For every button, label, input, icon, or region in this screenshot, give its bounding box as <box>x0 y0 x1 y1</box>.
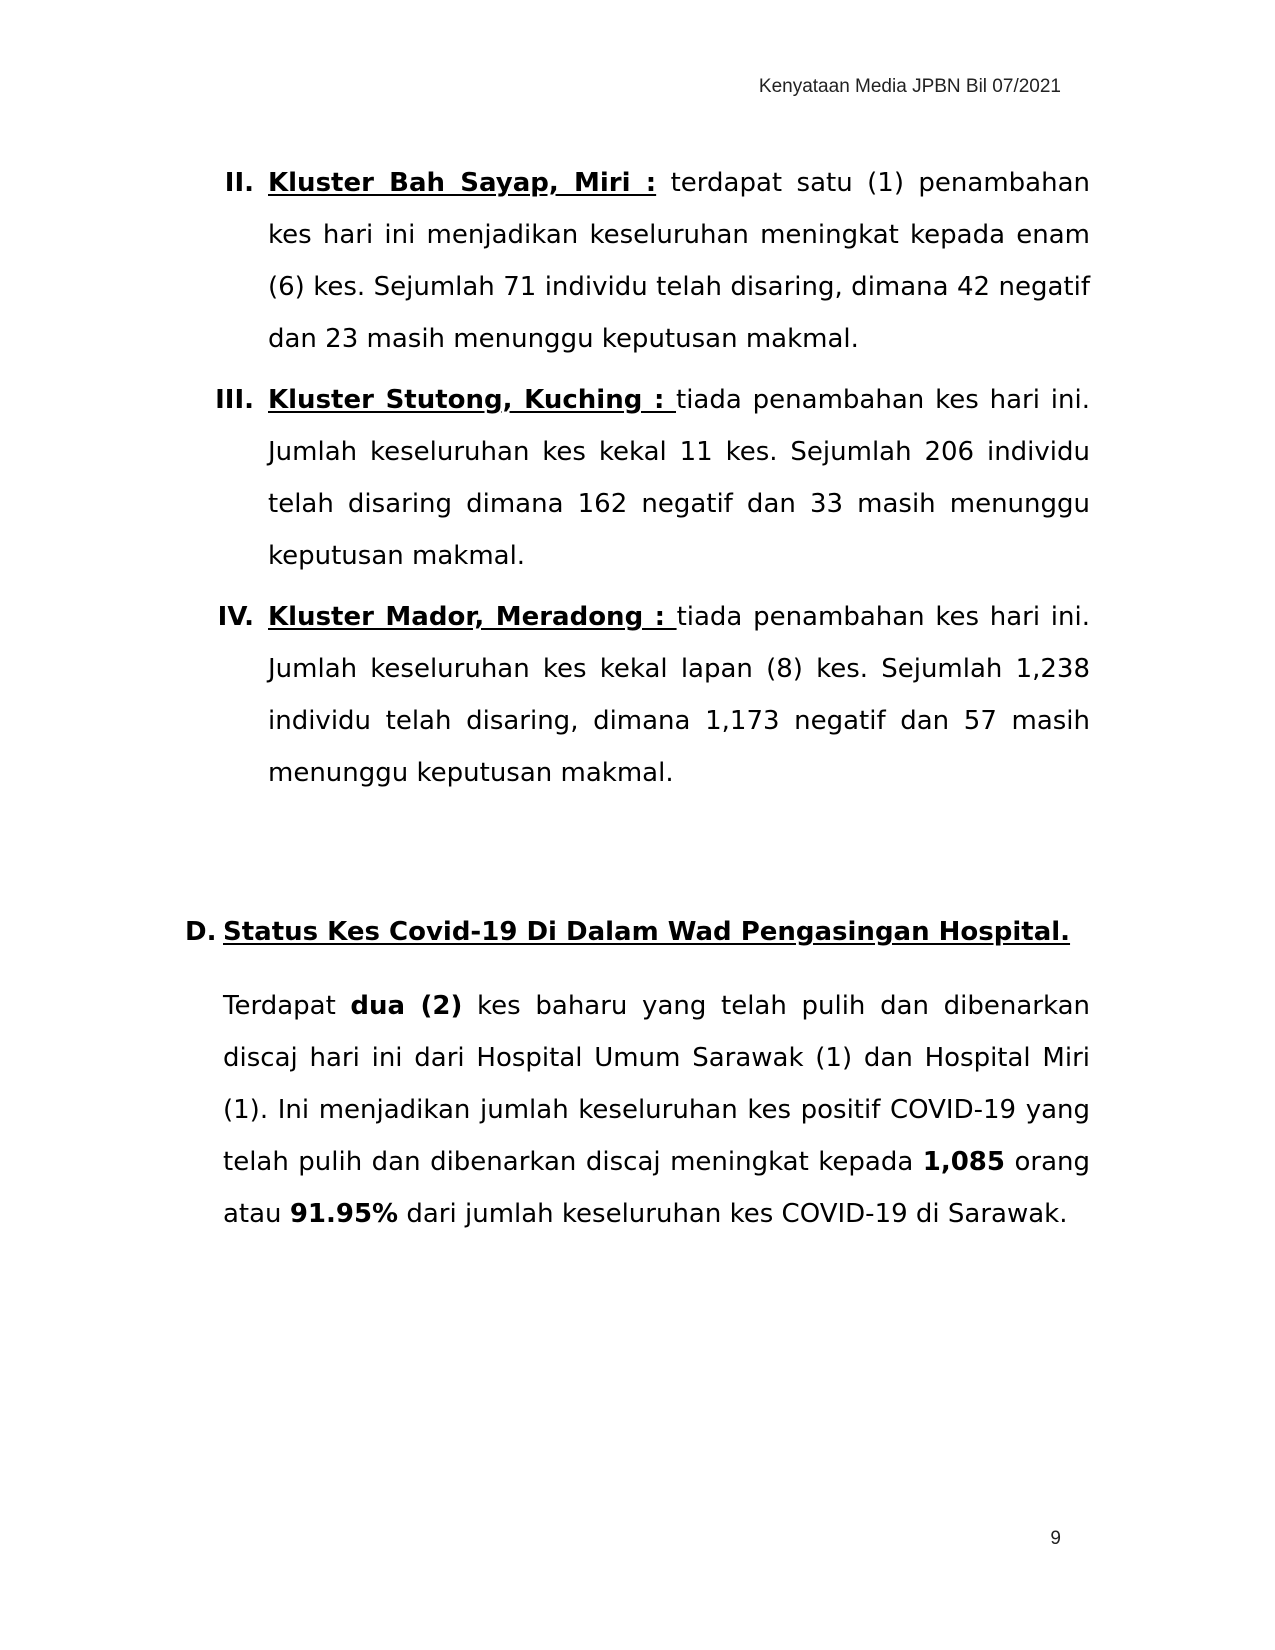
total-recovered-count: 1,085 <box>922 1147 1005 1177</box>
cluster-title: Kluster Mador, Meradong : <box>268 602 677 632</box>
cluster-numeral: II. <box>224 168 254 198</box>
cluster-body <box>268 374 1090 582</box>
header-reference: Kenyataan Media JPBN Bil 07/2021 <box>758 76 1061 97</box>
recovery-percentage: 91.95% <box>289 1199 399 1229</box>
cases-recovered-today: dua (2) <box>350 991 463 1021</box>
cluster-item-bah-sayap <box>190 157 1090 367</box>
paragraph-text: orang atau <box>223 1147 1090 1229</box>
cluster-body <box>268 157 1090 365</box>
cluster-item-mador <box>190 591 1090 801</box>
section-letter: D. <box>185 917 217 947</box>
cluster-title: Kluster Bah Sayap, Miri : <box>268 168 657 198</box>
paragraph-text: Terdapat <box>223 991 351 1021</box>
cluster-title: Kluster Stutong, Kuching : <box>268 385 677 415</box>
page-number: 9 <box>1050 1528 1061 1549</box>
section-title: Status Kes Covid-19 Di Dalam Wad Pengasingan Hospital. <box>223 917 1071 947</box>
paragraph-text: dari jumlah keseluruhan kes COVID-19 di Sarawak. <box>398 1199 1068 1229</box>
cluster-text: tiada penambahan kes hari ini. Jumlah keseluruhan kes kekal 11 kes. Sejumlah 206 individu telah disaring dimana 162 negatif dan 33 masih menunggu keputusan makmal. <box>268 385 1090 571</box>
cluster-item-stutong <box>190 374 1090 584</box>
section-d-paragraph <box>223 980 1090 1240</box>
paragraph-text: kes baharu yang telah pulih dan dibenarkan discaj hari ini dari Hospital Umum Sarawak (1) dan Hospital Miri (1). Ini menjadikan jumlah keseluruhan kes positif COVID-19 yang telah pulih dan dibenarkan discaj meningkat kepada <box>223 991 1090 1177</box>
cluster-numeral: III. <box>215 385 254 415</box>
cluster-numeral: IV. <box>217 602 254 632</box>
cluster-text: tiada penambahan kes hari ini. Jumlah keseluruhan kes kekal lapan (8) kes. Sejumlah 1,238 individu telah disaring, dimana 1,173 negatif dan 57 masih menunggu keputusan makmal. <box>268 602 1090 788</box>
section-d-heading <box>185 912 1090 952</box>
cluster-text: terdapat satu (1) penambahan kes hari ini menjadikan keseluruhan meningkat kepada enam (6) kes. Sejumlah 71 individu telah disaring, dimana 42 negatif dan 23 masih menunggu keputusan makmal. <box>268 168 1090 354</box>
cluster-body <box>268 591 1090 799</box>
